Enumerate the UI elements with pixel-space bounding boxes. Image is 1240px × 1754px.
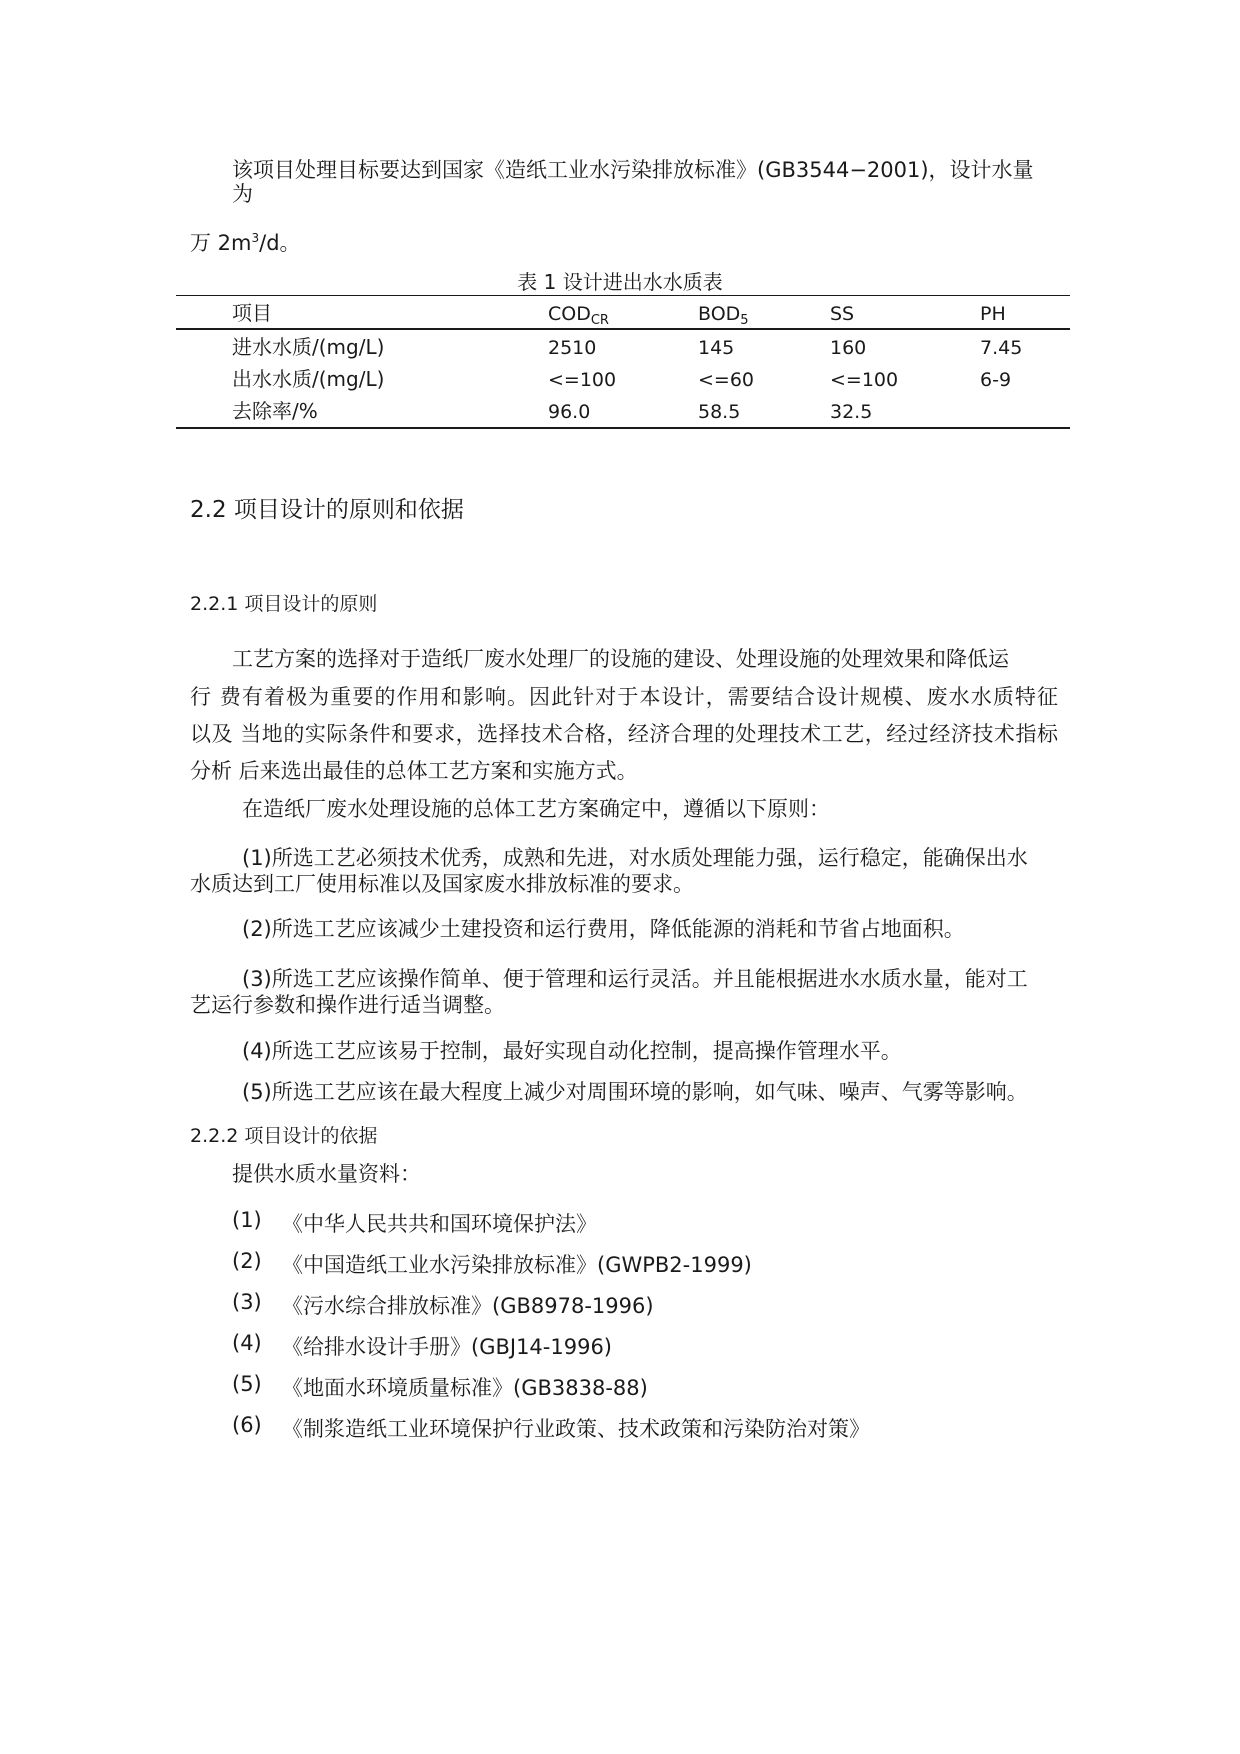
references-intro: 提供水质水量资料： [232, 1162, 421, 1186]
reference-number: (2) [232, 1249, 262, 1273]
section-heading-2-2-1: 2.2.1 项目设计的原则 [190, 593, 378, 615]
row-ss: 160 [830, 337, 867, 359]
reference-number: (4) [232, 1331, 262, 1355]
principle-3-line-1: (3)所选工艺应该操作简单、便于管理和运行灵活。并且能根据进水水质水量，能对工 [242, 967, 1028, 991]
reference-text: 《制浆造纸工业环境保护行业政策、技术政策和污染防治对策》 [282, 1417, 870, 1441]
row-label: 出水水质/(mg/L) [232, 367, 385, 391]
header-bod [698, 302, 749, 333]
header-bod-sub: 5 [740, 313, 749, 328]
reference-text: 《中国造纸工业水污染排放标准》(GWPB2-1999) [282, 1253, 752, 1277]
paragraph-line: 分析 后来选出最佳的总体工艺方案和实施方式。 [190, 759, 638, 783]
reference-number: (5) [232, 1372, 262, 1396]
principles-intro: 在造纸厂废水处理设施的总体工艺方案确定中，遵循以下原则： [242, 797, 830, 821]
intro-line-3 [190, 225, 301, 256]
reference-text: 《污水综合排放标准》(GB8978-1996) [282, 1294, 654, 1318]
table-bottom-rule [176, 427, 1070, 429]
row-cod: <=100 [548, 369, 617, 391]
paragraph-line: 以及 当地的实际条件和要求，选择技术合格，经济合理的处理技术工艺，经过经济技术指标 [190, 722, 1058, 746]
row-bod: <=60 [698, 369, 755, 391]
header-bod-text: BOD [698, 303, 741, 325]
principle-5: (5)所选工艺应该在最大程度上减少对周围环境的影响，如气味、噪声、气雾等影响。 [242, 1080, 1028, 1104]
reference-number: (3) [232, 1290, 262, 1314]
row-cod: 2510 [548, 337, 597, 359]
header-cod-sub: CR [590, 313, 609, 328]
row-ss: 32.5 [830, 401, 873, 423]
row-label: 去除率/% [232, 399, 318, 423]
row-bod: 58.5 [698, 401, 741, 423]
intro-line-3-pre: 万 2m [190, 231, 252, 255]
reference-number: (6) [232, 1413, 262, 1437]
header-cod [548, 302, 609, 333]
paragraph-line: 行 费有着极为重要的作用和影响。因此针对于本设计，需要结合设计规模、废水水质特征 [190, 685, 1058, 709]
table-header-rule [176, 328, 1070, 330]
row-label: 进水水质/(mg/L) [232, 335, 385, 359]
intro-line-1: 该项目处理目标要达到国家《造纸工业水污染排放标准》(GB3544−2001)，设计水量 [232, 158, 1034, 182]
row-ph: 6-9 [980, 369, 1012, 391]
reference-text: 《给排水设计手册》(GBJ14-1996) [282, 1335, 613, 1359]
intro-line-2: 为 [232, 182, 253, 206]
reference-number: (1) [232, 1208, 262, 1232]
header-item: 项目 [232, 301, 272, 325]
row-ph: 7.45 [980, 337, 1023, 359]
header-ss: SS [830, 303, 855, 325]
reference-text: 《地面水环境质量标准》(GB3838-88) [282, 1376, 648, 1400]
section-heading-2-2: 2.2 项目设计的原则和依据 [190, 497, 464, 523]
section-heading-2-2-2: 2.2.2 项目设计的依据 [190, 1125, 378, 1147]
principle-4: (4)所选工艺应该易于控制，最好实现自动化控制，提高操作管理水平。 [242, 1039, 902, 1063]
principle-2: (2)所选工艺应该减少土建投资和运行费用，降低能源的消耗和节省占地面积。 [242, 917, 965, 941]
paragraph-line: 工艺方案的选择对于造纸厂废水处理厂的设施的建设、处理设施的处理效果和降低运 [232, 647, 1009, 671]
table-top-rule [176, 295, 1070, 296]
principle-3-line-2: 艺运行参数和操作进行适当调整。 [190, 993, 505, 1017]
row-ss: <=100 [830, 369, 899, 391]
principle-1-line-1: (1)所选工艺必须技术优秀，成熟和先进，对水质处理能力强，运行稳定，能确保出水 [242, 846, 1028, 870]
intro-line-3-post: /d。 [259, 231, 301, 255]
reference-text: 《中华人民共共和国环境保护法》 [282, 1212, 597, 1236]
principle-1-line-2: 水质达到工厂使用标准以及国家废水排放标准的要求。 [190, 872, 694, 896]
header-ph: PH [980, 303, 1006, 325]
header-cod-text: COD [548, 303, 591, 325]
row-cod: 96.0 [548, 401, 591, 423]
intro-line-3-sup: 3 [251, 231, 260, 245]
table-caption: 表 1 设计进出水水质表 [517, 270, 723, 294]
row-bod: 145 [698, 337, 735, 359]
